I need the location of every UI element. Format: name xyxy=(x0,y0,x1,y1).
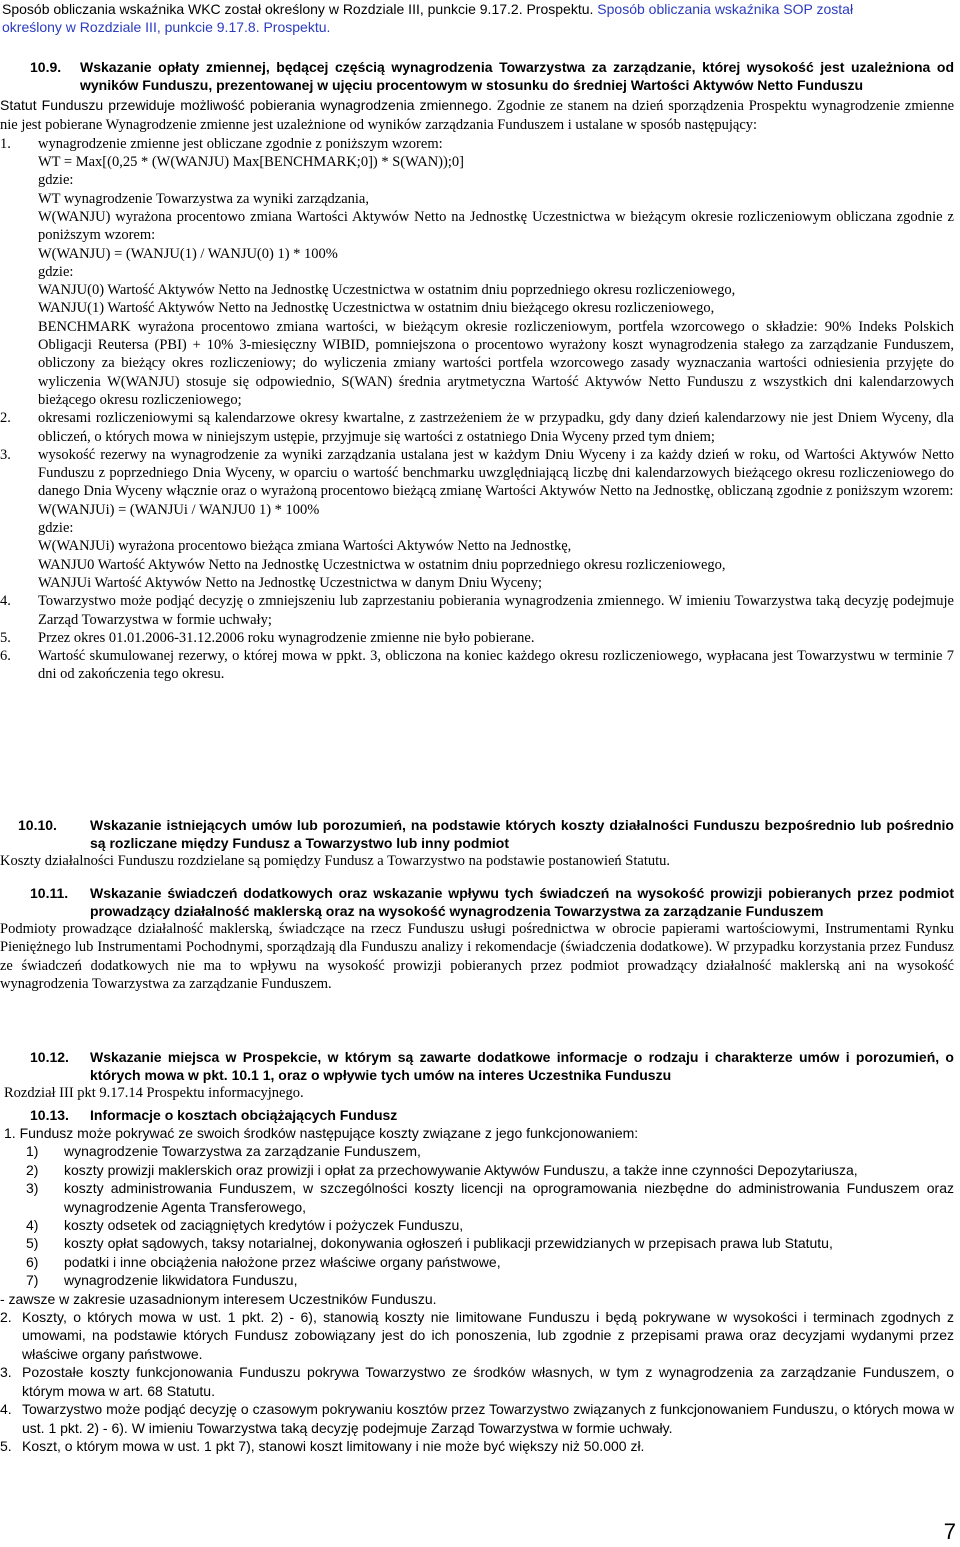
cost-list xyxy=(0,1142,954,1289)
list-item xyxy=(0,409,954,446)
item-number: 1) xyxy=(26,1143,39,1160)
section-title: Wskazanie świadczeń dodatkowych oraz wskazanie wpływu tych świadczeń na wysokość prowizji pobieranych przez podmiot prowadzący działalność maklerską oraz na wysokość wynagrodzenia Towarzystwa za zarządzanie Funduszem xyxy=(90,885,954,919)
formula-line: gdzie: xyxy=(38,520,74,537)
formula-line: W(WANJU) wyrażona procentowo zmiana Wartości Aktywów Netto na Jednostkę Uczestnictwa w bieżącym okresie rozliczeniowym obliczana zgodnie z poniższym wzorem: xyxy=(38,209,954,244)
item-number: 2) xyxy=(26,1161,39,1178)
item-number: 2. xyxy=(0,1309,12,1326)
header-text: Sposób obliczania wskaźnika WKC został określony w Rozdziale III, punkcie 9.17.2. Prospektu. xyxy=(2,1,598,17)
paragraph xyxy=(0,96,954,135)
list-item xyxy=(0,1179,954,1216)
paragraph: Rozdział III pkt 9.17.14 Prospektu informacyjnego. xyxy=(4,1085,304,1101)
list-item xyxy=(0,1216,954,1234)
formula-line: BENCHMARK wyrażona procentowo zmiana wartości, w bieżącym okresie rozliczeniowym, portfela wzorcowego o składzie: 90% Indeks Polskich Obligacji Reutersa (PBI) + 10% 3-miesięczny WIBID, pomniejszona o procentowo wyrażony koszt wynagrodzenia stałego za zarządzanie Funduszem, obliczony za bieżący okres rozliczeniowy; do wyliczenia zmiany wartości portfela wzorcowego zasady wyznaczania wartości odniesienia przyjęte do wyliczenia W(WANJU) stosuje się odpowiednio, S(WAN) średnia arytmetyczna Wartość Aktywów Netto Funduszu z wszystkich dni kalendarzowych bieżącego okresu rozliczeniowego; xyxy=(38,318,954,408)
section-title: Wskazanie opłaty zmiennej, będącej częścią wynagrodzenia Towarzystwa za zarządzanie, której wysokość jest uzależniona od wyników Funduszu, prezentowanej w ujęciu procentowym w stosunku do średniej Wartości Aktywów Netto Funduszu xyxy=(80,59,954,93)
item-text: Towarzystwo może podjąć decyzję o czasowym pokrywaniu kosztów przez Towarzystwo związanych z funkcjonowaniem Funduszu, o których mowa w ust. 1 pkt. 2) - 6). W imieniu Towarzystwa taką decyzję podejmuje Zarząd Towarzystwa w formie uchwały. xyxy=(22,1401,954,1436)
item-text: okresami rozliczeniowymi są kalendarzowe okresy kwartalne, z zastrzeżeniem że w przypadku, gdy dany dzień kalendarzowy nie jest Dniem Wyceny, dla obliczeń, o których mowa w niniejszym ustępie, przyjmuje się wartości z ostatniego Dnia Wyceny przed tym dniem; xyxy=(38,410,954,445)
item-number: 5. xyxy=(0,1437,12,1454)
formula-line: gdzie: xyxy=(38,263,74,280)
item-text: Wartość skumulowanej rezerwy, o której mowa w ppkt. 3, obliczona na koniec każdego okresu rozliczeniowego, wypłacana jest Towarzystwu w terminie 7 dni od zakończenia tego okresu. xyxy=(38,648,954,683)
item-number: 3. xyxy=(0,1364,12,1381)
item-number: 2. xyxy=(0,410,11,427)
section-title: Wskazanie miejsca w Prospekcie, w którym są zawarte dodatkowe informacje o rodzaju i charakterze umów i porozumień, o których mowa w pkt. 10.1 1, oraz o wpływie tych umów na interes Uczestnika Funduszu xyxy=(90,1049,954,1083)
item-text: koszty administrowania Funduszem, w szczególności koszty licencji na oprogramowania niezbędne do administrowania Funduszem oraz wynagrodzenie Agenta Transferowego, xyxy=(64,1180,954,1215)
item-text: Towarzystwo może podjąć decyzję o zmniejszeniu lub zaprzestaniu pobierania wynagrodzenia zmiennego. W imieniu Towarzystwa taką decyzję podejmuje Zarząd Towarzystwa w formie uchwały; xyxy=(38,593,954,628)
section-heading xyxy=(0,58,954,94)
item-text: Koszt, o którym mowa w ust. 1 pkt 7), stanowi koszt limitowany i nie może być większy niż 50.000 zł. xyxy=(22,1437,645,1454)
item-text: Przez okres 01.01.2006-31.12.2006 roku wynagrodzenie zmienne nie było pobierane. xyxy=(38,629,535,646)
section-number: 10.11. xyxy=(30,885,69,901)
list-item xyxy=(0,1308,954,1363)
item-number: 4. xyxy=(0,1401,12,1418)
item-number: 6. xyxy=(0,648,11,665)
list-item xyxy=(0,629,954,647)
section-10-13 xyxy=(0,1106,954,1455)
list-item xyxy=(0,1234,954,1252)
section-number: 10.13. xyxy=(30,1107,69,1123)
paragraph: Podmioty prowadzące działalność maklerską, świadczące na rzecz Funduszu usługi pośrednictwa w obrocie papierami wartościowymi, Instrumentami Rynku Pieniężnego lub Instrumentami Pochodnymi, sporządzają dla Funduszu analizy i rekomendacje (świadczenia dodatkowe). W przypadku korzystania przez Fundusz ze świadczeń dodatkowych nie ma to wpływu na wysokość prowizji pobieranych przez podmiot prowadzący działalność maklerską ani na wysokość wynagrodzenia Towarzystwa za zarządzanie Funduszem. xyxy=(0,921,954,992)
item-text: wynagrodzenie likwidatora Funduszu, xyxy=(64,1272,298,1289)
list-item xyxy=(0,592,954,629)
section-number: 10.9. xyxy=(30,59,62,75)
paragraph: 1. Fundusz może pokrywać ze swoich środków następujące koszty związane z jego funkcjonowaniem: xyxy=(4,1125,639,1141)
paragraph: Koszty działalności Funduszu rozdzielane są pomiędzy Fundusz a Towarzystwo na podstawie postanowień Statutu. xyxy=(0,853,671,869)
section-number: 10.10. xyxy=(18,817,57,833)
list-item xyxy=(0,1161,954,1179)
item-text: podatki i inne obciążenia nałożone przez właściwe organy państwowe, xyxy=(64,1253,501,1270)
page-number: 7 xyxy=(943,1519,956,1544)
section-heading xyxy=(0,884,954,920)
formula-block xyxy=(0,153,954,409)
page-header xyxy=(0,0,954,36)
item-number: 3. xyxy=(0,446,11,463)
item-text: wysokość rezerwy na wynagrodzenie za wyniki zarządzania ustalana jest w każdym Dniu Wyceny i za każdy dzień w roku, od Wartości Aktywów Netto Funduszu z poprzedniego Dnia Wyceny, w oparciu o wartość benchmarku uwzględniającą liczbę dni kalendarzowych bieżącego okresu rozliczeniowego do danego Dnia Wyceny włącznie oraz o wyrażoną procentowo bieżącą zmianę Wartości Aktywów Netto na Jednostkę, obliczaną zgodnie z poniższym wzorem: xyxy=(38,446,954,500)
item-number: 6) xyxy=(26,1253,39,1270)
cost-points xyxy=(0,1308,954,1455)
header-link-cont[interactable]: określony w Rozdziale III, punkcie 9.17.8. Prospektu. xyxy=(2,19,331,35)
formula-line: WANJU(0) Wartość Aktywów Netto na Jednostkę Uczestnictwa w ostatnim dniu poprzedniego okresu rozliczeniowego, xyxy=(38,282,736,299)
item-text: wynagrodzenie Towarzystwa za zarządzanie Funduszem, xyxy=(64,1143,421,1160)
item-text: koszty opłat sądowych, taksy notarialnej, dokonywania ogłoszeń i publikacji przewidzianych w przepisach prawa lub Statutu, xyxy=(64,1235,833,1252)
list-item xyxy=(0,1363,954,1400)
section-10-12 xyxy=(0,1048,954,1102)
formula-line: gdzie: xyxy=(38,172,74,189)
intro-text: Statut Funduszu przewiduje możliwość pobierania wynagrodzenia zmiennego. xyxy=(0,97,492,113)
paragraph: - zawsze w zakresie uzasadnionym interesem Uczestników Funduszu. xyxy=(0,1290,437,1307)
section-title: Wskazanie istniejących umów lub porozumień, na podstawie których koszty działalności Funduszu bezpośrednio lub pośrednio są rozliczane między Fundusz a Towarzystwo lub inny podmiot xyxy=(90,817,954,851)
section-10-10 xyxy=(0,816,954,870)
header-link[interactable]: Sposób obliczania wskaźnika SOP został xyxy=(597,1,854,17)
formula-line: WT wynagrodzenie Towarzystwa za wyniki zarządzania, xyxy=(38,190,369,207)
list-item xyxy=(0,1142,954,1160)
section-heading xyxy=(0,816,954,852)
list-item xyxy=(0,1437,954,1455)
formula-line: W(WANJU) = (WANJU(1) / WANJU(0) 1) * 100% xyxy=(38,245,338,262)
list-item xyxy=(0,647,954,684)
list-item xyxy=(0,135,954,409)
list-item xyxy=(0,1253,954,1271)
section-heading xyxy=(0,1048,954,1084)
item-number: 4. xyxy=(0,593,11,610)
formula-line: WANJU(1) Wartość Aktywów Netto na Jednostkę Uczestnictwa w ostatnim dniu bieżącego okresu rozliczeniowego, xyxy=(38,300,715,317)
item-text: koszty odsetek od zaciągniętych kredytów i pożyczek Funduszu, xyxy=(64,1217,464,1234)
list-item xyxy=(0,1271,954,1289)
item-text: wynagrodzenie zmienne jest obliczane zgodnie z poniższym wzorem: xyxy=(38,135,443,152)
item-text: Koszty, o których mowa w ust. 1 pkt. 2) - 6), stanowią koszty nie limitowane Funduszu i będą pokrywane w wysokości i terminach zgodnych z umowami, na podstawie których Fundusz zobowiązany jest do ich ponoszenia, lub zgodnie z przepisami prawa oraz decyzjami wydanymi przez właściwe organy państwowe. xyxy=(22,1309,954,1362)
list-item xyxy=(0,1400,954,1437)
formula-line: W(WANJUi) wyrażona procentowo bieżąca zmiana Wartości Aktywów Netto na Jednostkę, xyxy=(38,538,572,555)
section-title: Informacje o kosztach obciążających Fundusz xyxy=(90,1107,398,1123)
formula-block xyxy=(0,501,954,592)
formula-line: W(WANJUi) = (WANJUi / WANJU0 1) * 100% xyxy=(38,501,320,518)
intro-text-2: Zgodnie ze stanem na dzień sporządzenia Prospektu wynagrodzenie zmienne nie jest pobierane Wynagrodzenie zmienne jest uzależnione od wyników zarządzania Funduszem i ustalane w sposób następujący: xyxy=(0,98,955,134)
item-text: Pozostałe koszty funkcjonowania Funduszu pokrywa Towarzystwo ze środków własnych, w tym z wynagrodzenia za zarządzanie Funduszem, o którym mowa w art. 68 Statutu. xyxy=(22,1364,954,1399)
section-10-11 xyxy=(0,884,954,993)
formula-line: WANJU0 Wartość Aktywów Netto na Jednostkę Uczestnictwa w ostatnim dniu poprzedniego okresu rozliczeniowego, xyxy=(38,556,726,573)
section-heading xyxy=(0,1106,954,1124)
section-10-9 xyxy=(0,58,954,684)
item-number: 4) xyxy=(26,1217,39,1234)
item-number: 5) xyxy=(26,1235,39,1252)
item-number: 1. xyxy=(0,135,11,152)
item-number: 7) xyxy=(26,1272,39,1289)
item-number: 5. xyxy=(0,629,11,646)
list-item xyxy=(0,446,954,592)
section-number: 10.12. xyxy=(30,1049,69,1065)
formula-line: WANJUi Wartość Aktywów Netto na Jednostkę Uczestnictwa w danym Dniu Wyceny; xyxy=(38,574,543,591)
item-number: 3) xyxy=(26,1180,39,1197)
item-text: koszty prowizji maklerskich oraz prowizji i opłat za przechowywanie Aktywów Funduszu, a także inne czynności Depozytariusza, xyxy=(64,1161,858,1178)
formula-line: WT = Max[(0,25 * (W(WANJU) Max[BENCHMARK;0]) * S(WAN));0] xyxy=(38,154,464,171)
